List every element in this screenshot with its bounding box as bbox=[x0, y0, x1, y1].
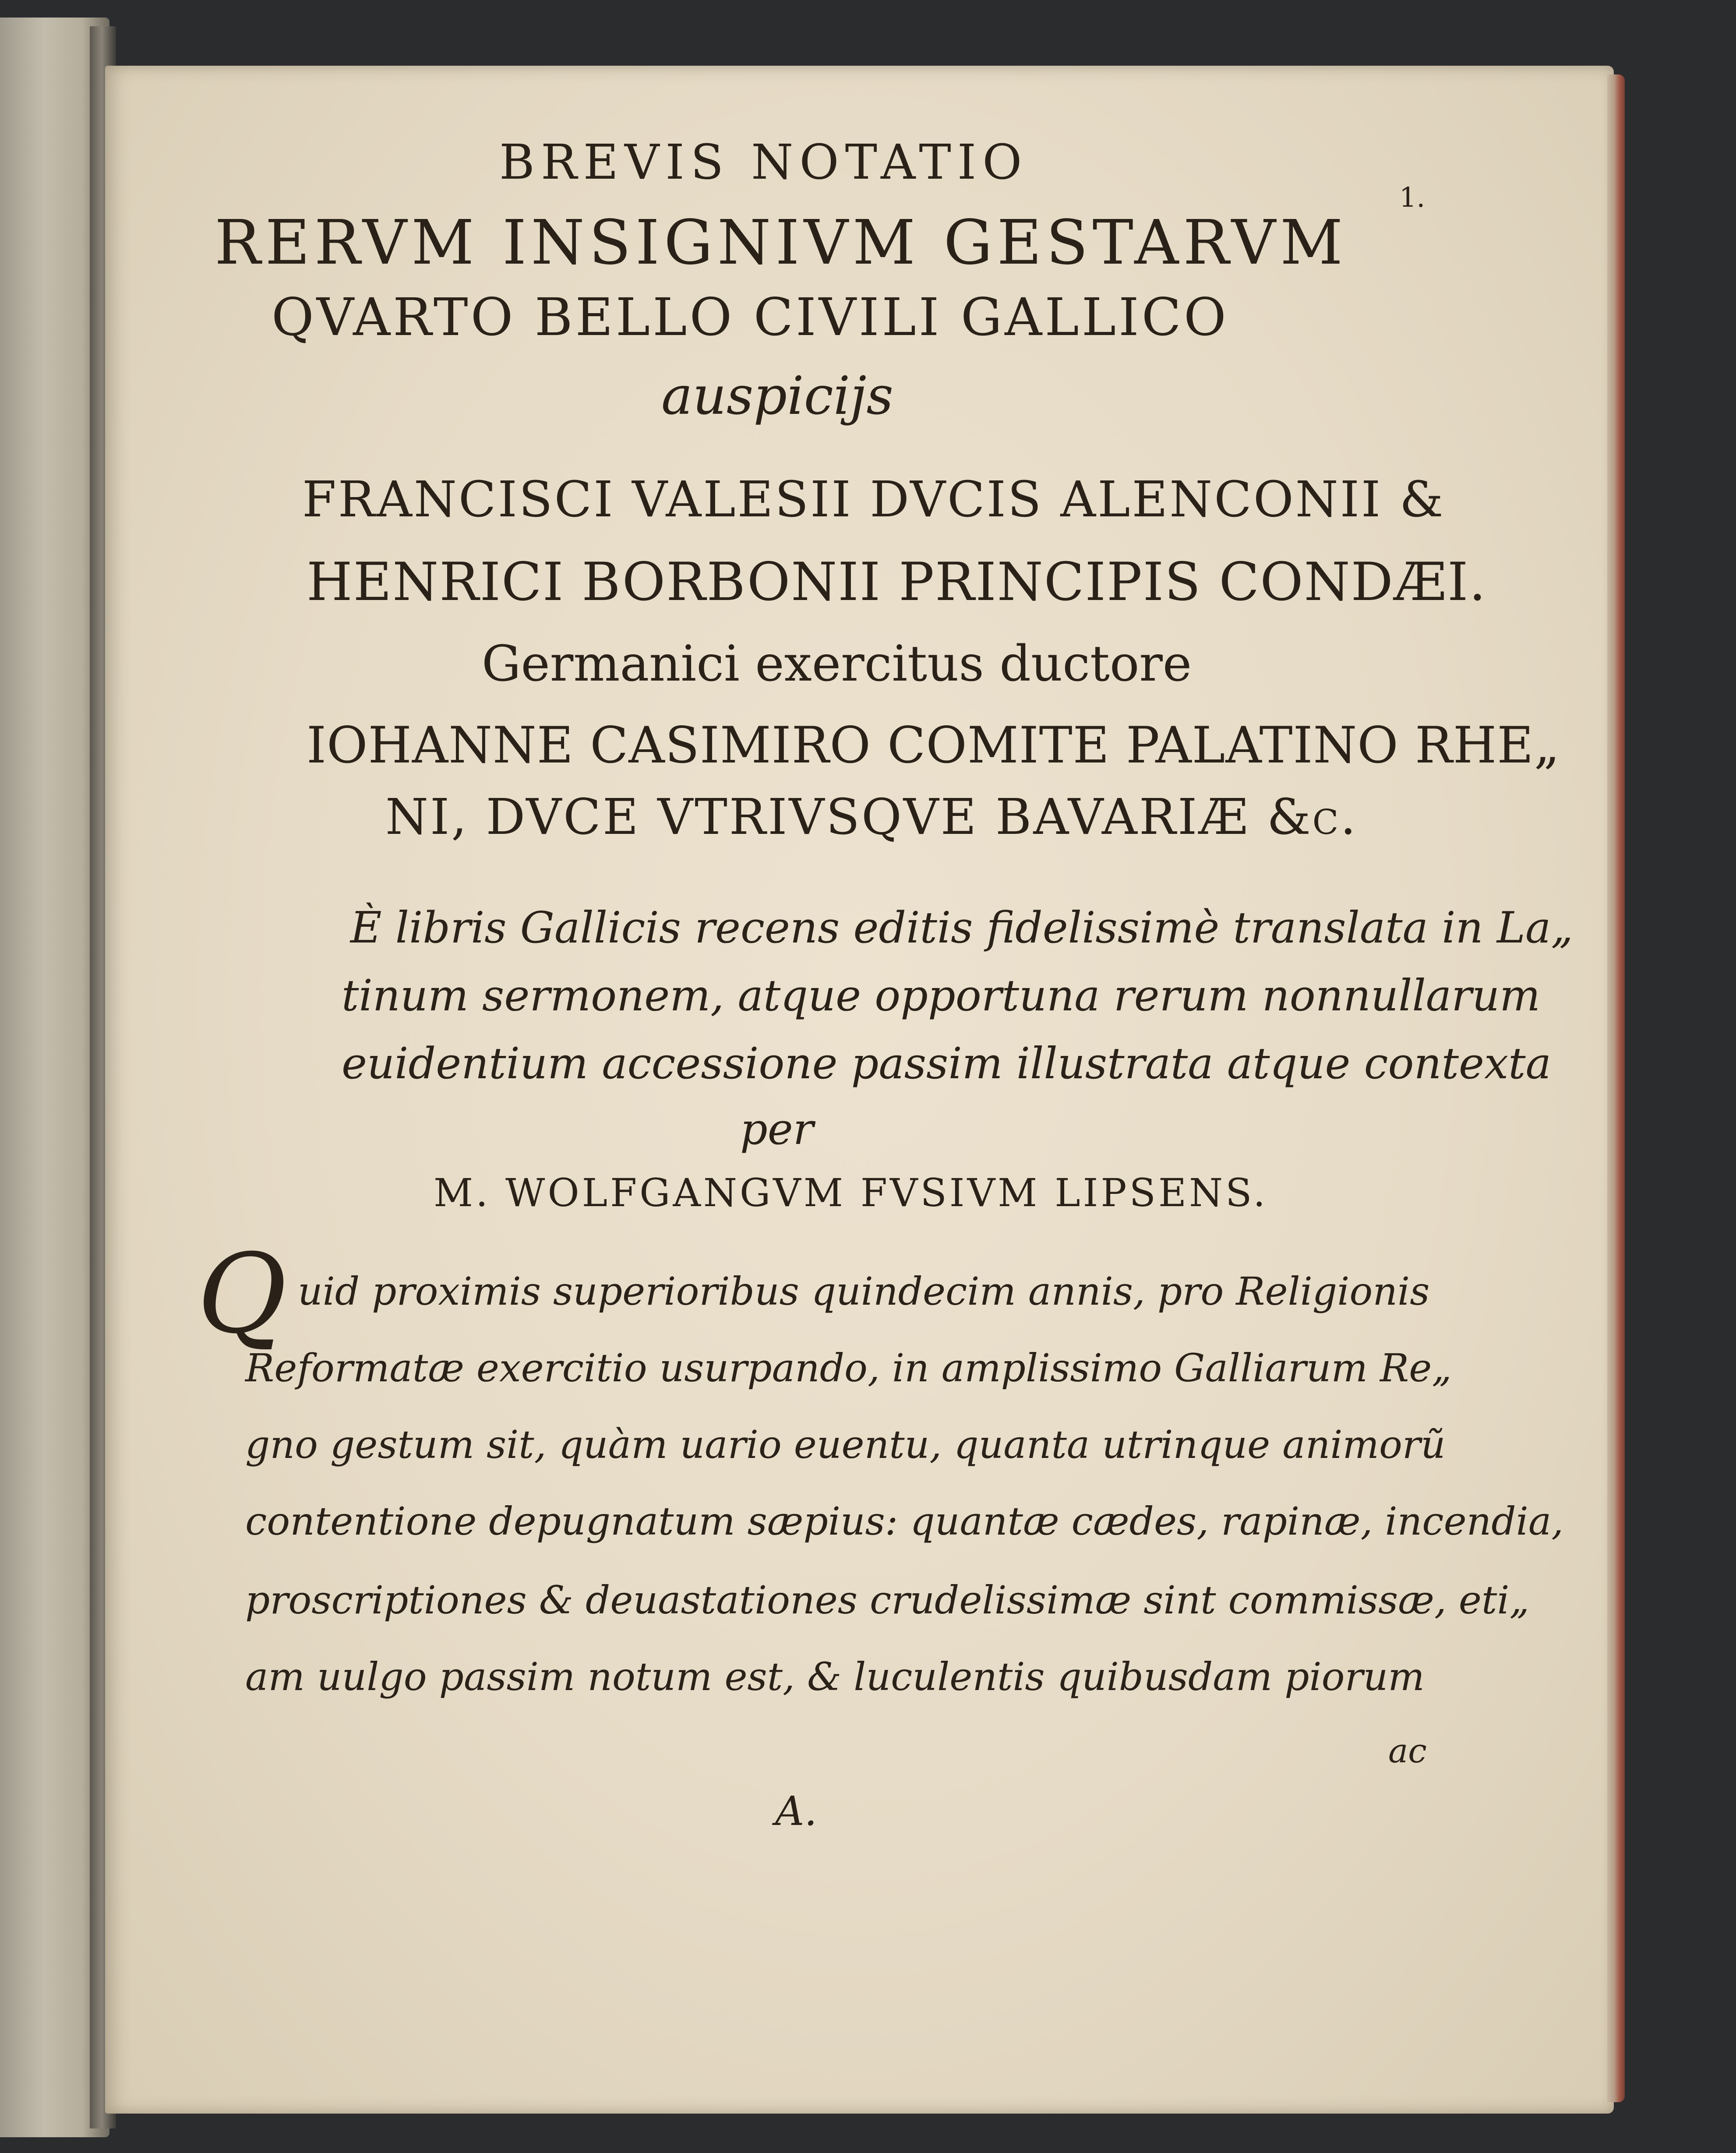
body-line-4: contentione depugnatum sæpius: quantæ cædes, rapinæ, incendia, bbox=[245, 1499, 1564, 1544]
title-line-2: RERVM INSIGNIVM GESTARVM bbox=[215, 207, 1348, 279]
subtitle-line-4: per bbox=[740, 1105, 814, 1154]
signature-mark: A. bbox=[775, 1788, 817, 1835]
title-line-8: IOHANNE CASIMIRO COMITE PALATINO RHE„ bbox=[307, 716, 1560, 774]
title-line-4: auspicijs bbox=[661, 366, 893, 427]
subtitle-line-2: tinum sermonem, atque opportuna rerum nonnullarum bbox=[342, 971, 1541, 1021]
subtitle-line-5: M. WOLFGANGVM FVSIVM LIPSENS. bbox=[434, 1170, 1268, 1215]
body-initial: Q bbox=[197, 1230, 287, 1358]
body-line-6: am uulgo passim notum est, & luculentis quibusdam piorum bbox=[245, 1654, 1425, 1699]
body-line-3: gno gestum sit, quàm uario euentu, quanta utrinque animorũ bbox=[245, 1422, 1446, 1467]
title-line-1: BREVIS NOTATIO bbox=[499, 134, 1028, 190]
body-line-2: Reformatæ exercitio usurpando, in amplissimo Galliarum Re„ bbox=[245, 1345, 1452, 1391]
body-line-1: uid proximis superioribus quindecim annis, pro Religionis bbox=[298, 1269, 1430, 1314]
title-line-3: QVARTO BELLO CIVILI GALLICO bbox=[272, 287, 1229, 347]
title-line-7: Germanici exercitus ductore bbox=[482, 635, 1192, 692]
body-line-5: proscriptiones & deuastationes crudelissimæ sint commissæ, eti„ bbox=[245, 1578, 1530, 1623]
subtitle-line-3: euidentium accessione passim illustrata atque contexta bbox=[342, 1039, 1552, 1089]
title-line-5: FRANCISCI VALESII DVCIS ALENCONII & bbox=[302, 471, 1445, 528]
title-line-6: HENRICI BORBONII PRINCIPIS CONDÆI. bbox=[307, 552, 1487, 613]
title-line-9: NI, DVCE VTRIVSQVE BAVARIÆ &c. bbox=[385, 789, 1358, 846]
catchword: ac bbox=[1388, 1731, 1427, 1770]
subtitle-line-1: È libris Gallicis recens editis fidelissimè translata in La„ bbox=[350, 903, 1574, 953]
folio-number: 1. bbox=[1399, 181, 1425, 213]
page-red-edge bbox=[1607, 74, 1625, 2102]
